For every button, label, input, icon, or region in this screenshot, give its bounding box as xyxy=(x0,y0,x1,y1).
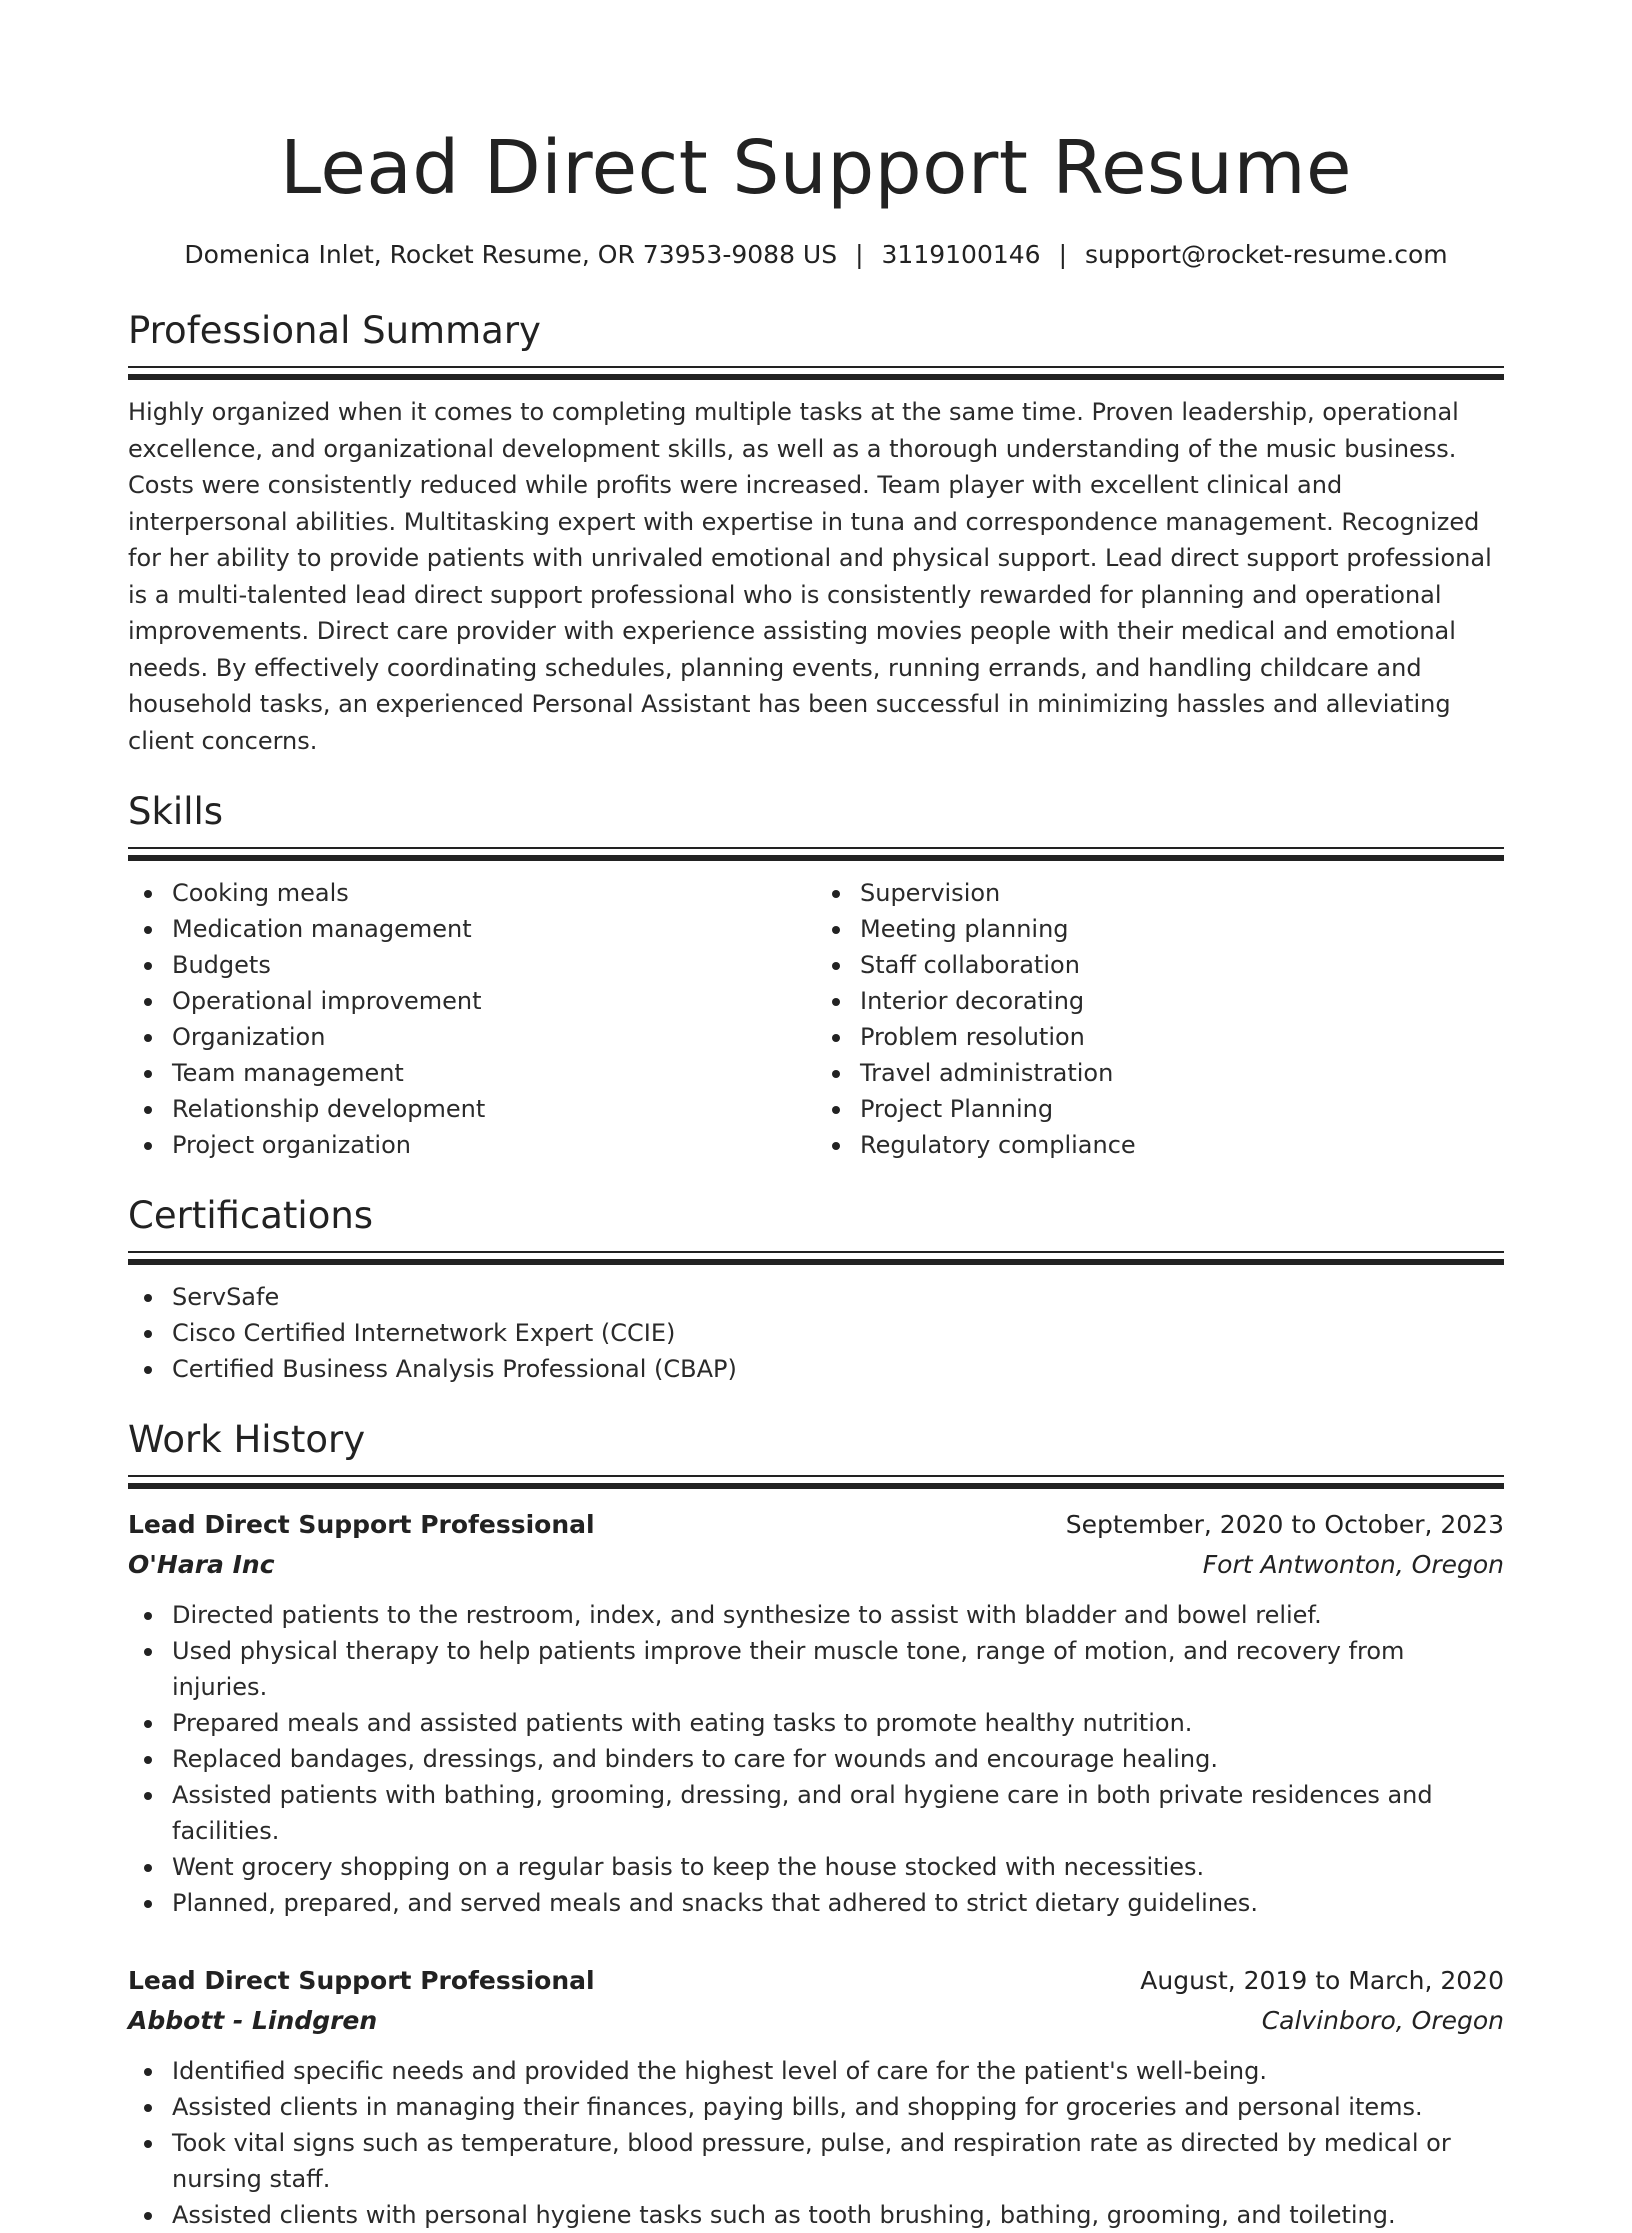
contact-separator: | xyxy=(1058,240,1068,269)
list-item: Assisted clients in managing their finances, paying bills, and shopping for groceries and personal items. xyxy=(128,2089,1504,2125)
contact-separator: | xyxy=(855,240,864,269)
resume-title: Lead Direct Support Resume xyxy=(279,125,1353,211)
job-location: Fort Antwonton, Oregon xyxy=(1202,1550,1504,1579)
list-item: Regulatory compliance xyxy=(816,1127,1504,1163)
list-item: Operational improvement xyxy=(128,983,816,1019)
list-item: Meeting planning xyxy=(816,911,1504,947)
list-item: Directed patients to the restroom, index, and synthesize to assist with bladder and bowel relief. xyxy=(128,1597,1504,1633)
section-divider xyxy=(128,847,1504,865)
list-item: Planned, prepared, and served meals and snacks that adhered to strict dietary guidelines. xyxy=(128,1885,1504,1921)
job-duties-list xyxy=(128,2053,1504,2233)
list-item: Medication management xyxy=(128,911,816,947)
job-title: Lead Direct Support Professional xyxy=(128,1966,595,1995)
list-item: Team management xyxy=(128,1055,816,1091)
job-header-row xyxy=(128,1505,1504,1545)
list-item: Certified Business Analysis Professional (CBAP) xyxy=(128,1351,1504,1387)
contact-line xyxy=(128,238,1504,272)
list-item: Identified specific needs and provided the highest level of care for the patient's well-being. xyxy=(128,2053,1504,2089)
list-item: Cooking meals xyxy=(128,875,816,911)
list-item: Prepared meals and assisted patients with eating tasks to promote healthy nutrition. xyxy=(128,1705,1504,1741)
list-item: Project organization xyxy=(128,1127,816,1163)
work-history-heading: Work History xyxy=(128,1418,366,1461)
job-duties-list xyxy=(128,1597,1504,1921)
list-item: ServSafe xyxy=(128,1279,1504,1315)
certifications-section xyxy=(128,1191,1504,1387)
list-item: Replaced bandages, dressings, and binders to care for wounds and encourage healing. xyxy=(128,1741,1504,1777)
job-dates: September, 2020 to October, 2023 xyxy=(1065,1510,1504,1539)
skills-columns xyxy=(128,865,1504,1163)
job-location: Calvinboro, Oregon xyxy=(1261,2006,1504,2035)
list-item: Supervision xyxy=(816,875,1504,911)
list-item: Budgets xyxy=(128,947,816,983)
list-item: Staff collaboration xyxy=(816,947,1504,983)
job-dates: August, 2019 to March, 2020 xyxy=(1140,1966,1504,1995)
list-item: Travel administration xyxy=(816,1055,1504,1091)
job-company: O'Hara Inc xyxy=(128,1550,275,1579)
list-item: Organization xyxy=(128,1019,816,1055)
contact-phone: 3119100146 xyxy=(881,240,1041,269)
certifications-heading: Certifications xyxy=(128,1194,374,1237)
skills-heading: Skills xyxy=(128,790,224,833)
list-item: Cisco Certified Internetwork Expert (CCIE) xyxy=(128,1315,1504,1351)
list-item: Relationship development xyxy=(128,1091,816,1127)
list-item: Assisted clients with personal hygiene tasks such as tooth brushing, bathing, grooming, and toileting. xyxy=(128,2197,1504,2233)
list-item: Assisted patients with bathing, grooming, dressing, and oral hygiene care in both private residences and facilities. xyxy=(128,1777,1504,1849)
job-title: Lead Direct Support Professional xyxy=(128,1510,595,1539)
job-company: Abbott - Lindgren xyxy=(128,2006,378,2035)
list-item: Went grocery shopping on a regular basis to keep the house stocked with necessities. xyxy=(128,1849,1504,1885)
list-item: Interior decorating xyxy=(816,983,1504,1019)
section-divider xyxy=(128,1251,1504,1269)
job-header-row xyxy=(128,1961,1504,2001)
summary-text: Highly organized when it comes to completing multiple tasks at the same time. Proven leadership, operational excellence, and organizational development skills, as well as a thorough understanding of the music business. Costs were consistently reduced while profits were increased. Team player with excellent clinical and interpersonal abilities. Multitasking expert with expertise in tuna and correspondence management. Recognized for her ability to provide patients with unrivaled emotional and physical support. Lead direct support professional is a multi-talented lead direct support professional who is consistently rewarded for planning and operational improvements. Direct care provider with experience assisting movies people with their medical and emotional needs. By effectively coordinating schedules, planning events, running errands, and handling childcare and household tasks, an experienced Personal Assistant has been successful in minimizing hassles and alleviating client concerns. xyxy=(128,398,1492,755)
job-entry xyxy=(128,1505,1504,1921)
list-item: Project Planning xyxy=(816,1091,1504,1127)
skills-section xyxy=(128,787,1504,1163)
contact-address: Domenica Inlet, Rocket Resume, OR 73953-9088 US xyxy=(184,240,838,269)
contact-email: support@rocket-resume.com xyxy=(1085,240,1448,269)
job-entry xyxy=(128,1961,1504,2233)
certifications-list xyxy=(128,1279,1504,1387)
jobs-list xyxy=(128,1505,1504,2233)
summary-heading: Professional Summary xyxy=(128,309,541,352)
job-company-row xyxy=(128,1545,1504,1585)
list-item: Problem resolution xyxy=(816,1019,1504,1055)
skills-list-left xyxy=(128,875,816,1163)
summary-section xyxy=(128,306,1504,759)
list-item: Took vital signs such as temperature, blood pressure, pulse, and respiration rate as directed by medical or nursing staff. xyxy=(128,2125,1504,2197)
work-history-section xyxy=(128,1415,1504,2233)
job-company-row xyxy=(128,2001,1504,2041)
list-item: Used physical therapy to help patients improve their muscle tone, range of motion, and recovery from injuries. xyxy=(128,1633,1504,1705)
skills-list-right xyxy=(816,875,1504,1163)
section-divider xyxy=(128,1475,1504,1493)
section-divider xyxy=(128,366,1504,384)
